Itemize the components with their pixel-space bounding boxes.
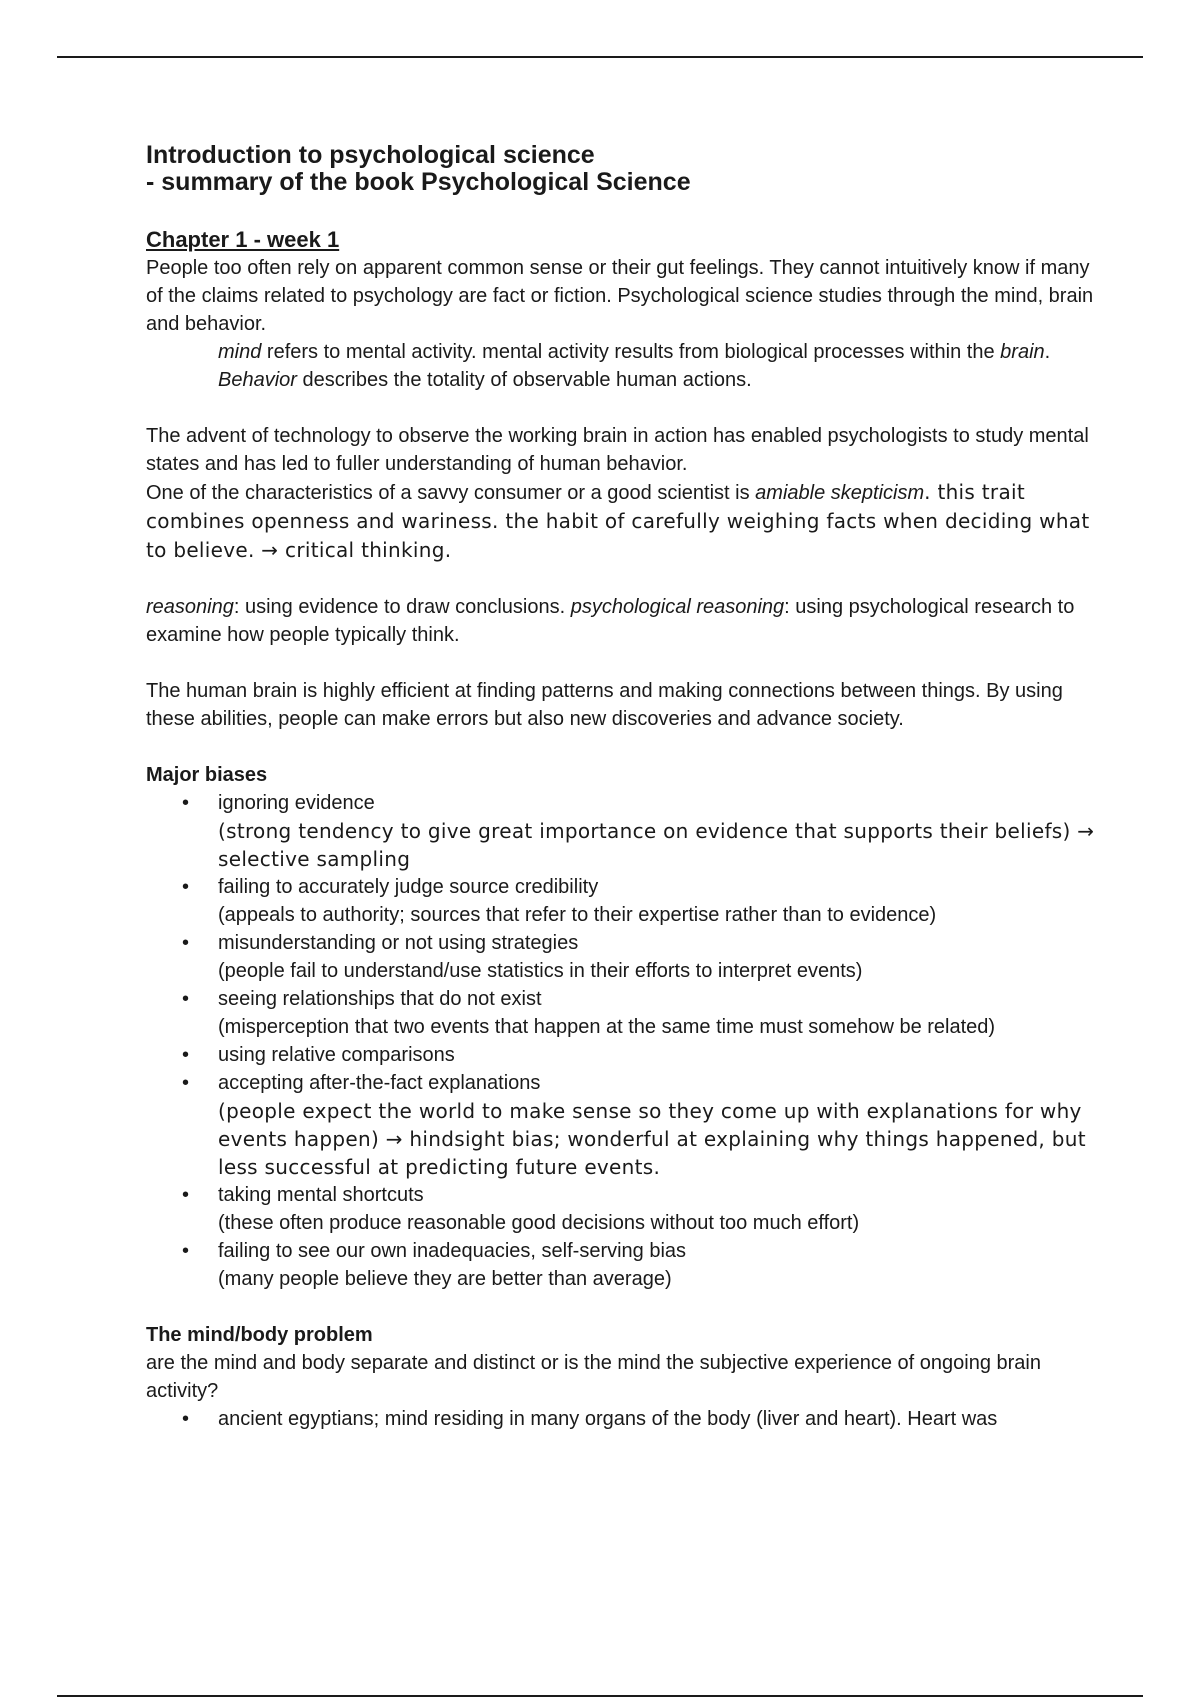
bias-item bbox=[146, 1181, 1096, 1237]
savvy-pre: One of the characteristics of a savvy consumer or a good scientist is bbox=[146, 482, 756, 504]
mindbody-item: • ancient egyptians; mind residing in many organs of the body (liver and heart). Heart was bbox=[146, 1405, 1096, 1433]
mindbody-paragraph: are the mind and body separate and distinct or is the mind the subjective experience of ongoing brain activity? bbox=[146, 1352, 1041, 1402]
mindbody-heading: The mind/body problem bbox=[146, 1324, 373, 1346]
term-brain: brain bbox=[1000, 341, 1045, 363]
term-reasoning: reasoning bbox=[146, 596, 234, 618]
bias-label: • seeing relationships that do not exist bbox=[218, 988, 542, 1010]
term-behavior: Behavior bbox=[218, 369, 297, 391]
psych-reasoning-text: : using psychological research to examine how people typically think. bbox=[146, 596, 1075, 646]
intro-paragraph: People too often rely on apparent common sense or their gut feelings. They cannot intuitively know if many of the claims related to psychology are fact or fiction. Psychological science studies through the mind, brain and behavior. bbox=[146, 257, 1094, 335]
reasoning-paragraph bbox=[146, 593, 1096, 649]
bias-note: (misperception that two events that happen at the same time must somehow be related) bbox=[218, 1016, 996, 1038]
bias-note: (these often produce reasonable good decisions without too much effort) bbox=[218, 1212, 860, 1234]
bias-label: • failing to see our own inadequacies, self-serving bias bbox=[218, 1240, 687, 1262]
footer-rule bbox=[57, 1695, 1143, 1697]
bias-label: • accepting after-the-fact explanations bbox=[218, 1072, 541, 1094]
bias-note: (many people believe they are better than average) bbox=[218, 1268, 672, 1290]
term-psychological-reasoning: psychological reasoning bbox=[570, 596, 785, 618]
spacer bbox=[146, 565, 1096, 593]
title-line-1: Introduction to psychological science bbox=[146, 141, 595, 169]
bias-label: • misunderstanding or not using strategies bbox=[218, 932, 579, 954]
skepticism-paragraph bbox=[146, 478, 1096, 565]
spacer bbox=[146, 649, 1096, 677]
def-mind-text: refers to mental activity. mental activity results from biological processes within the bbox=[261, 341, 1001, 363]
term-mind: mind bbox=[218, 341, 262, 363]
technology-paragraph: The advent of technology to observe the working brain in action has enabled psychologists to study mental states and has led to fuller understanding of human behavior. bbox=[146, 425, 1089, 475]
definition-paragraph bbox=[146, 338, 1096, 394]
chapter-heading: Chapter 1 - week 1 bbox=[146, 227, 340, 252]
patterns-paragraph: The human brain is highly efficient at finding patterns and making connections between things. By using these abilities, people can make errors but also new discoveries and advance society. bbox=[146, 680, 1063, 730]
header-rule bbox=[57, 56, 1143, 58]
bias-item bbox=[146, 985, 1096, 1041]
bias-note: (people fail to understand/use statistics in their efforts to interpret events) bbox=[218, 960, 863, 982]
bias-item bbox=[146, 873, 1096, 929]
spacer bbox=[146, 394, 1096, 422]
biases-list bbox=[146, 789, 1096, 1293]
bias-item bbox=[146, 929, 1096, 985]
bias-label: • using relative comparisons bbox=[218, 1044, 455, 1066]
def-behavior-text: describes the totality of observable human actions. bbox=[296, 369, 752, 391]
savvy-post: . this trait combines openness and wariness. the habit of carefully weighing facts when deciding what to believe. → critical thinking. bbox=[146, 480, 1090, 562]
document-title bbox=[146, 142, 1096, 196]
spacer bbox=[146, 1293, 1096, 1321]
bias-item bbox=[146, 1041, 1096, 1069]
mindbody-list bbox=[146, 1405, 1096, 1433]
bias-note: (people expect the world to make sense so they come up with explanations for why events happen) → hindsight bias; wonderful at explaining why things happened, but less successful at predicting future events. bbox=[218, 1099, 1086, 1179]
bias-item bbox=[146, 1237, 1096, 1293]
bias-label: • taking mental shortcuts bbox=[218, 1184, 424, 1206]
document-page bbox=[146, 142, 1096, 1433]
bias-note: (strong tendency to give great importance on evidence that supports their beliefs) → selective sampling bbox=[218, 819, 1095, 871]
def-dot: . bbox=[1044, 341, 1051, 363]
spacer bbox=[146, 733, 1096, 761]
bias-label: • ignoring evidence bbox=[218, 792, 375, 814]
bias-item bbox=[146, 1069, 1096, 1181]
biases-heading: Major biases bbox=[146, 764, 268, 786]
bias-label: • failing to accurately judge source credibility bbox=[218, 876, 599, 898]
title-line-2: - summary of the book Psychological Science bbox=[146, 168, 691, 196]
bias-note: (appeals to authority; sources that refer to their expertise rather than to evidence) bbox=[218, 904, 937, 926]
bias-item bbox=[146, 789, 1096, 873]
term-amiable-skepticism: amiable skepticism bbox=[755, 482, 925, 504]
reasoning-text: : using evidence to draw conclusions. bbox=[233, 596, 571, 618]
